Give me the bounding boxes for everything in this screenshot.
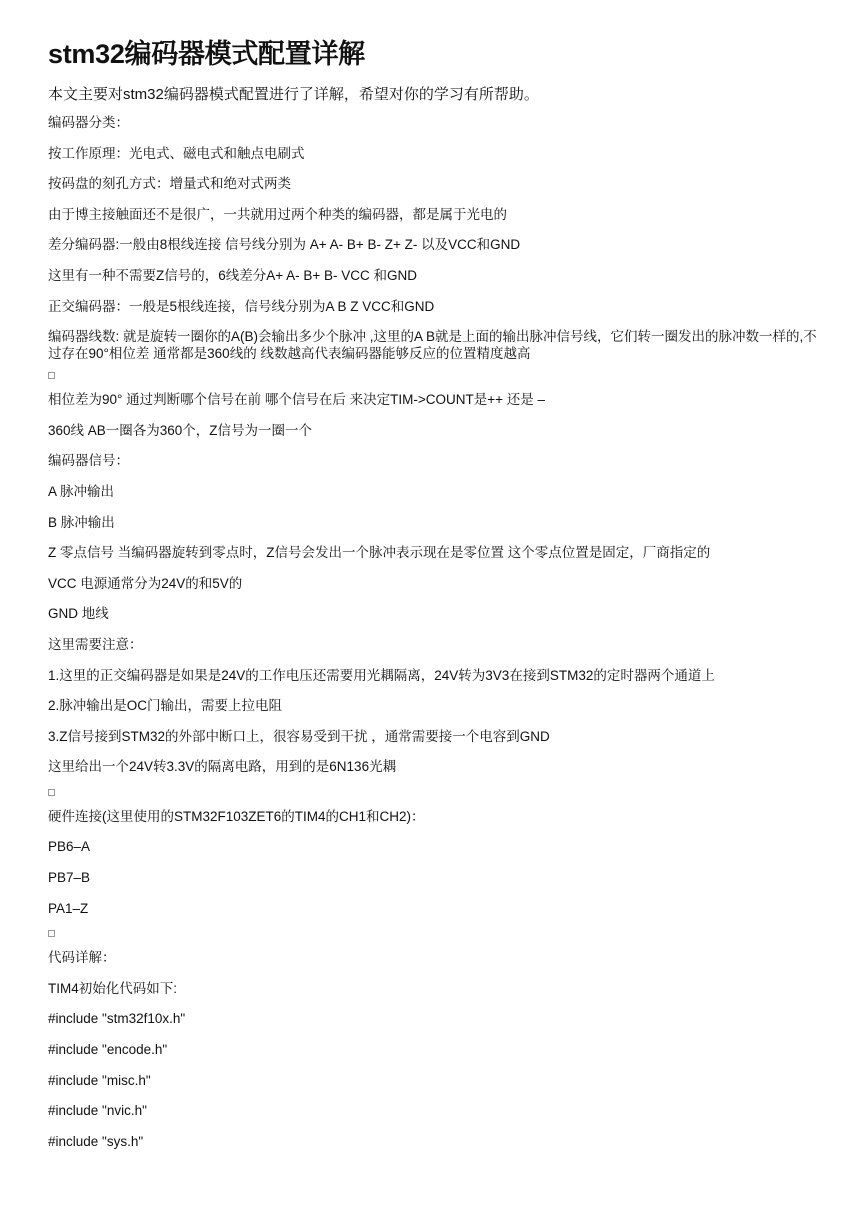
paragraph: 相位差为90° 通过判断哪个信号在前 哪个信号在后 来决定TIM->COUNT是++ 还是 –	[48, 392, 546, 408]
paragraph: TIM4初始化代码如下:	[48, 980, 178, 996]
paragraph: 这里需要注意：	[48, 636, 143, 652]
paragraph: 这里有一种不需要Z信号的，6线差分A+ A- B+ B- VCC 和GND	[48, 267, 418, 283]
intro-paragraph: 本文主要对stm32编码器模式配置进行了详解，希望对你的学习有所帮助。	[48, 86, 539, 103]
document-page	[48, 36, 820, 1163]
code-line: #include "encode.h"	[48, 1042, 168, 1058]
code-line: #include "misc.h"	[48, 1072, 151, 1088]
paragraph: 差分编码器:一般由8根线连接 信号线分别为 A+ A- B+ B- Z+ Z- 以及VCC和GND	[48, 237, 521, 253]
paragraph: 硬件连接(这里使用的STM32F103ZET6的TIM4的CH1和CH2)：	[48, 808, 425, 824]
paragraph: 按工作原理：光电式、磁电式和触点电刷式	[48, 145, 305, 161]
paragraph: PA1–Z	[48, 900, 89, 916]
code-line: #include "nvic.h"	[48, 1103, 147, 1119]
code-line: #include "sys.h"	[48, 1133, 144, 1149]
paragraph: A 脉冲输出	[48, 483, 115, 499]
paragraph: 这里给出一个24V转3.3V的隔离电路，用到的是6N136光耦	[48, 759, 397, 775]
paragraph: 1.这里的正交编码器是如果是24V的工作电压还需要用光耦隔离，24V转为3V3在接到STM32的定时器两个通道上	[48, 667, 715, 683]
document-title: stm32编码器模式配置详解	[48, 39, 365, 69]
broken-image-icon	[48, 789, 55, 796]
paragraph: 编码器分类：	[48, 115, 129, 130]
paragraph: 正交编码器：一般是5根线连接，信号线分别为A B Z VCC和GND	[48, 298, 435, 314]
paragraph: 3.Z信号接到STM32的外部中断口上，很容易受到干扰 ，通常需要接一个电容到GND	[48, 728, 550, 744]
paragraph: 360线 AB一圈各为360个，Z信号为一圈一个	[48, 422, 313, 438]
paragraph: GND 地线	[48, 606, 109, 622]
broken-image-icon	[48, 372, 55, 379]
paragraph: 代码详解：	[48, 950, 116, 966]
paragraph: B 脉冲输出	[48, 514, 115, 530]
paragraph: 编码器信号：	[48, 453, 129, 469]
broken-image-icon	[48, 930, 55, 937]
paragraph: 由于博主接触面还不是很广，一共就用过两个种类的编码器，都是属于光电的	[48, 206, 507, 222]
paragraph: 2.脉冲输出是OC门输出，需要上拉电阻	[48, 698, 283, 714]
paragraph: VCC 电源通常分为24V的和5V的	[48, 575, 243, 591]
paragraph: PB6–A	[48, 839, 91, 855]
paragraph: PB7–B	[48, 870, 91, 886]
code-line: #include "stm32f10x.h"	[48, 1011, 186, 1027]
paragraph: Z 零点信号 当编码器旋转到零点时，Z信号会发出一个脉冲表示现在是零位置 这个零点位置是固定，厂商指定的	[48, 545, 711, 561]
paragraph: 按码盘的刻孔方式：增量式和绝对式两类	[48, 176, 291, 192]
paragraph: 编码器线数: 就是旋转一圈你的A(B)会输出多少个脉冲 ,这里的A B就是上面的输出脉冲信号线，它们转一圈发出的脉冲数一样的,不过存在90°相位差 通常都是360线的 线数越高代表编码器能够反应的位置精度越高	[48, 329, 817, 362]
